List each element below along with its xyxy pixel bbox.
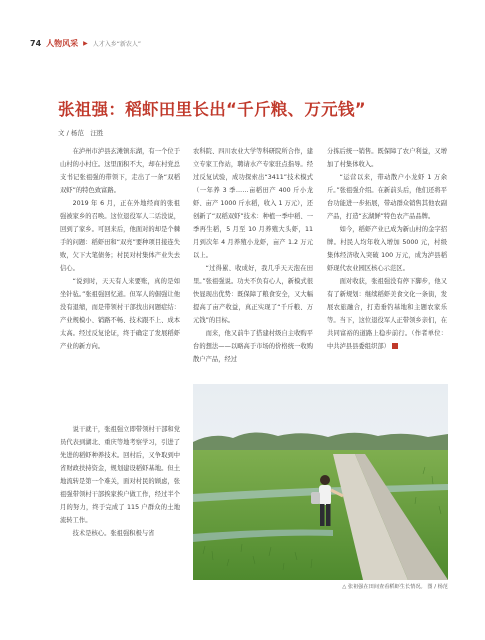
paragraph: 技术是核心。张祖强积极与省 <box>72 530 155 537</box>
paragraph: 如今，稻虾产业已成为新山村的金字招牌。村民人均年收入增加 5000 元，村级集体经济收入突破 100 万元，成为泸县稻虾现代农业园区核心示范区。 <box>327 226 447 272</box>
field-photo <box>193 384 448 580</box>
paragraph: “说到时，天天有人来要账，真的是如坐针毡。”张祖强回忆道。但军人的倔强让他没有退缩，而是带领村干部找出问题症结：产业规模小、销路不畅、技术跟不上、成本太高。经过反复论证，终于确定了发展稻虾产业的新方向。 <box>60 278 180 350</box>
section-title: 人物风采 <box>46 38 79 48</box>
paragraph: 分拣后统一销售。既保障了农户利益，又增加了村集体收入。 <box>327 148 447 168</box>
paragraph-text: 面对收获，张祖强没有停下脚步，他又有了新规划：继续稻虾美食文化一条街，发展农旅融合，打造垂钓基地和主题农家乐等。当下，这位退役军人正带领乡亲们，在共同富裕的道路上稳步前行。（作者单位：中共泸县县委组织部） <box>327 278 447 350</box>
rice-paddy-photo-illustration <box>193 384 448 580</box>
article-byline: 文 / 杨范 汪胜 <box>58 129 104 137</box>
article-title: 张祖强：稻虾田里长出“千斤粮、万元钱” <box>58 100 366 119</box>
text-column-2 <box>193 145 313 366</box>
end-mark-icon <box>392 343 398 349</box>
triangle-marker-icon: ▶ <box>83 39 88 47</box>
paragraph: 而来，他又前牛了搭建村级自主收购平台的想法——以略高于市场的价格统一收购散户产品，经过 <box>193 330 313 363</box>
text-column-3 <box>327 145 447 353</box>
page-header <box>30 37 141 49</box>
paragraph: “过得累、收成好，我几乎天天泡在田里。”张祖强说。功夫不负有心人，新模式很快显现出优势：既保障了粮食安全，又大幅提高了亩产收益，真正实现了“千斤粮、万元钱”的目标。 <box>193 265 313 324</box>
paragraph: 2019 年 6 月，正在外地经商的张祖强被家乡的召唤。这位退役军人二话没说，回到了家乡。可回来后，他面对的却是个棘手的问题：稻虾田和“双亮”要种项目接连失败，欠下大笔债务；村民对村集体产业失去信心。 <box>60 200 180 272</box>
text-column-1 <box>60 145 180 353</box>
paragraph: 说干就干，张祖强立即带领村干部和党员代表到湖北、重庆等地考察学习，引进了先进的稻虾种养技术。回村后，又争取到中省财政扶持资金，规划建设稻虾基地。但土地流转是第一个难关，面对村民的顾虑，张祖强带领村干部挨家挨户做工作，经过半个月的努力，终于完成了 115 户群众的土地流转工作。 <box>60 426 180 524</box>
paragraph-final <box>327 275 447 353</box>
paragraph: 农科院、四川农业大学等科研院所合作，建立专家工作站，聘请水产专家驻点指导。经过反复试验，成功探索出“3411”技术模式（一年养 3 季……亩稻田产 400 斤小龙虾、亩产 1000 斤水稻，收入 1 万元），还创新了“双稻双虾”技术：种植一季中稻、一季再生稻，5 月至 10 月养殖大头虾，11 月到次年 4 月养殖小龙虾，亩产 1.2 万元以上。 <box>193 148 313 259</box>
page-number: 74 <box>30 38 42 48</box>
paragraph: “运营以来，带动散户小龙虾 1 万余斤。”张祖强介绍。在新前头后，他们还将平台功能进一步拓展，带动群众销售其他农副产品，打造“玄湖鲜”特色农产品品牌。 <box>327 174 447 220</box>
paragraph: 在泸州市泸县玄滩镇东湖，有一个位于山村的小村庄。这里面积不大，却在村党总支书记张祖强的带领下，走出了一条“双稻双虾”的特色致富路。 <box>60 148 180 194</box>
photo-caption: △ 张祖强在田间查看稻虾生长情况。 图 / 杨范 <box>342 584 448 590</box>
subsection-title: 人才入乡“新农人” <box>92 40 141 48</box>
text-column-1-continued <box>60 423 180 540</box>
